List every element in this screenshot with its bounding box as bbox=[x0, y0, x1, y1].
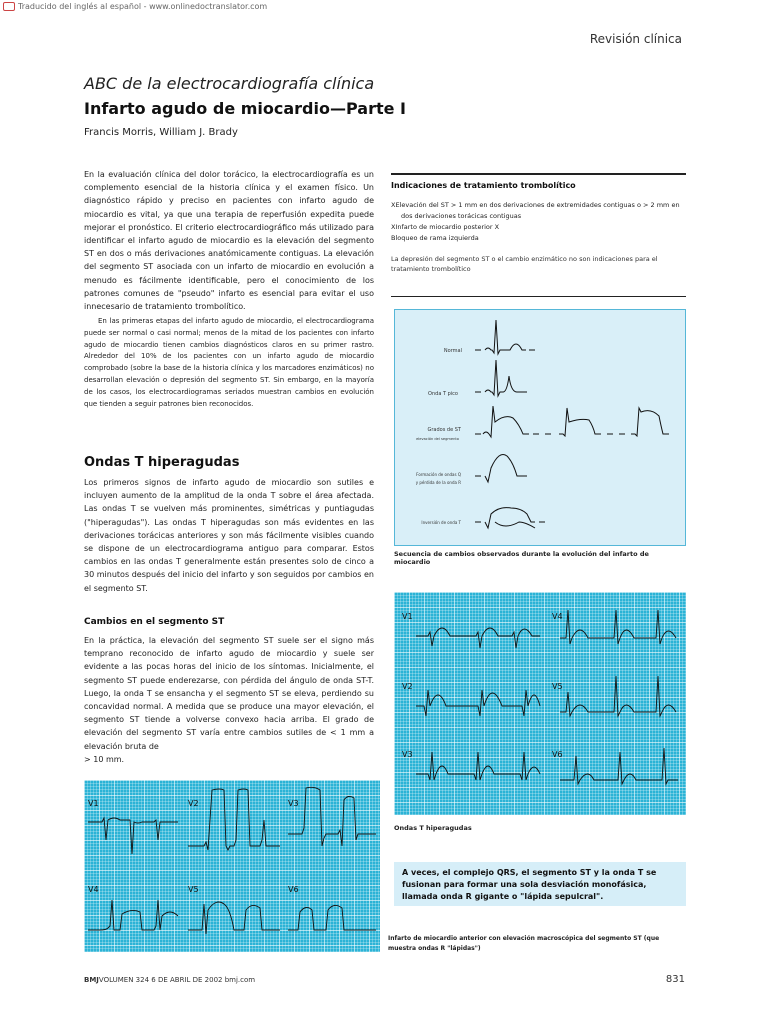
lead-label: V2 bbox=[188, 799, 199, 808]
translate-icon bbox=[3, 2, 15, 11]
lead-label: V6 bbox=[552, 750, 563, 759]
label-t-inversion: Inversión de onda T bbox=[421, 520, 461, 525]
trace-v2 bbox=[188, 789, 280, 850]
ecg-top-caption: Ondas T hiperagudas bbox=[394, 824, 472, 832]
section-label: Revisión clínica bbox=[589, 32, 682, 46]
lead-label: V4 bbox=[88, 885, 99, 894]
label-r-loss: y pérdida de la onda R bbox=[415, 480, 461, 485]
label-st-grades: Grados de ST bbox=[427, 427, 461, 433]
t-inversion-wave bbox=[495, 522, 535, 528]
st-text-end: > 10 mm. bbox=[84, 754, 125, 764]
translator-bar[interactable] bbox=[0, 0, 267, 12]
trace-v4 bbox=[88, 900, 178, 930]
box-item: Bloqueo de rama izquierda bbox=[391, 234, 479, 242]
trace-v5 bbox=[188, 902, 280, 934]
page-number: 831 bbox=[665, 974, 685, 985]
label-st-elevation: elevación del segmento bbox=[416, 437, 459, 441]
label-q-formation: Formación de ondas Q bbox=[416, 472, 461, 477]
trace-v6 bbox=[288, 905, 376, 930]
tombstone-callout: A veces, el complejo QRS, el segmento ST y la onda T se fusionan para formar una sola desviación monofásica, llamada onda R gigante o "lápida sepulcral". bbox=[394, 862, 686, 906]
lead-label: V1 bbox=[402, 612, 413, 621]
heading-st-changes: Cambios en el segmento ST bbox=[84, 617, 225, 627]
lead-label: V3 bbox=[402, 750, 413, 759]
ecg-anterior-mi-strip bbox=[84, 780, 380, 952]
trace-v1 bbox=[88, 818, 178, 854]
lead-label: V5 bbox=[552, 682, 563, 691]
journal-name: BMJ bbox=[84, 976, 99, 984]
st-text: En la práctica, la elevación del segmento ST suele ser el signo más temprano reconocido de infarto agudo de miocardio y suele ser evidente a las pocas horas del inicio de los síntomas. Inicialmente, el segmento ST puede enderezarse, con pérdida del ángulo de onda ST-T. Luego, la onda T se ensancha y el segmento ST se eleva, perdiendo su concavidad normal. A medida que se produce una mayor elevación, el segmento ST tiende a volverse convexo hacia arriba. El grado de elevación del segmento ST varía entre cambios sutiles de < 1 mm a elevación bruta de bbox=[84, 636, 374, 751]
footer-citation bbox=[84, 976, 255, 984]
box-title: Indicaciones de tratamiento trombolítico bbox=[391, 181, 576, 190]
trace-v3 bbox=[288, 787, 376, 846]
trace-v1 bbox=[416, 628, 540, 648]
lead-label: V6 bbox=[288, 885, 299, 894]
box-item: XInfarto de miocardio posterior X bbox=[391, 223, 500, 231]
st-elevation-2 bbox=[559, 408, 625, 436]
authors: Francis Morris, William J. Brady bbox=[84, 127, 238, 138]
trace-v5 bbox=[560, 676, 676, 716]
st-elevation-3 bbox=[631, 408, 669, 436]
paragraph-hyperacute-t: Los primeros signos de infarto agudo de miocardio son sutiles e incluyen aumento de la amplitud de la onda T sobre el área afectada. Las ondas T se vuelven más prominentes, simétricas y puntiagudas ("hiperagudas"). Las ondas T hiperagudas son más evidentes en las derivaciones torácicas anteriores y son más fácilmente visibles cuando se dispone de un electrocardiograma antiguo para comparar. Estos cambios en las ondas T generalmente están presentes solo de cinco a 30 minutos después del inicio del infarto y son seguidos por cambios en el segmento ST. bbox=[84, 478, 374, 593]
citation: VOLUMEN 324 6 DE ABRIL DE 2002 bmj.com bbox=[98, 976, 256, 984]
box-note: La depresión del segmento ST o el cambio enzimático no son indicaciones para el tratamiento trombolítico bbox=[391, 255, 658, 273]
ecg-hyperacute-strip bbox=[394, 592, 686, 815]
st-elevation-1 bbox=[475, 406, 551, 437]
series-title: ABC de la electrocardiografía clínica bbox=[84, 74, 375, 93]
box-item: dos derivaciones torácicas contiguas bbox=[401, 212, 522, 220]
lead-label: V2 bbox=[402, 682, 413, 691]
diagram-caption: Secuencia de cambios observados durante la evolución del infarto de miocardio bbox=[394, 550, 649, 566]
heading-hyperacute-t: Ondas T hiperagudas bbox=[84, 455, 240, 470]
evolution-diagram bbox=[394, 309, 686, 546]
lead-label: V4 bbox=[552, 612, 563, 621]
box-item: XElevación del ST > 1 mm en dos derivaciones de extremidades contiguas o > 2 mm en bbox=[391, 201, 680, 209]
paragraph-st-changes bbox=[84, 634, 374, 766]
thrombolysis-box bbox=[391, 173, 686, 297]
label-peaked-t: Onda T pico bbox=[428, 391, 458, 397]
trace-v2 bbox=[416, 690, 540, 716]
lead-label: V3 bbox=[288, 799, 299, 808]
ecg-bottom-caption: Infarto de miocardio anterior con elevación macroscópica del segmento ST (que muestra ondas R "lápidas") bbox=[388, 935, 660, 952]
evolution-diagram-svg bbox=[395, 310, 685, 545]
trace-v6 bbox=[560, 748, 678, 784]
peaked-t-complex bbox=[475, 360, 527, 396]
lead-label: V1 bbox=[88, 799, 99, 808]
trace-v3 bbox=[416, 752, 540, 780]
article-title: Infarto agudo de miocardio—Parte I bbox=[84, 99, 406, 118]
intro-paragraph: En la evaluación clínica del dolor torácico, la electrocardiografía es un complemento esencial de la historia clínica y el examen físico. Un diagnóstico rápido y preciso en pacientes con infarto agudo de miocardio es vital, ya que una terapia de reperfusión expedita puede mejorar el pronóstico. El criterio electrocardiográfico más utilizado para identificar el infarto agudo de miocardio es la elevación del segmento ST en dos o más derivaciones anatómicamente contiguas. La elevación del segmento ST asociada con un infarto de miocardio en evolución a menudo es fácilmente identificable, pero el conocimiento de los patrones comunes de "pseudo" infarto es esencial para evitar el uso innecesario de tratamiento trombolítico. bbox=[84, 170, 374, 312]
normal-complex bbox=[475, 320, 535, 354]
t-inversion-complex bbox=[475, 508, 545, 528]
ecg-anterior-svg bbox=[84, 780, 380, 952]
label-normal: Normal bbox=[443, 348, 462, 354]
q-wave-complex bbox=[475, 455, 527, 483]
intro-paragraph-2: En las primeras etapas del infarto agudo de miocardio, el electrocardiograma puede ser normal o casi normal; menos de la mitad de los pacientes con infarto agudo de miocardio tienen cambios diagnósticos claros en su primer rastro. Alrededor del 10% de los pacientes con un infarto agudo de miocardio comprobado (sobre la base de la historia clínica y los marcadores enzimáticos) no desarrollan elevación o depresión del segmento ST. Sin embargo, en la mayoría de los casos, los electrocardiogramas seriados muestran cambios en evolución que tienden a seguir patrones bien reconocidos. bbox=[84, 317, 374, 408]
lead-label: V5 bbox=[188, 885, 199, 894]
trace-v4 bbox=[560, 610, 676, 644]
translator-link[interactable]: Traducido del inglés al español - www.onlinedoctranslator.com bbox=[18, 1, 268, 11]
ecg-hyperacute-svg bbox=[394, 592, 686, 815]
